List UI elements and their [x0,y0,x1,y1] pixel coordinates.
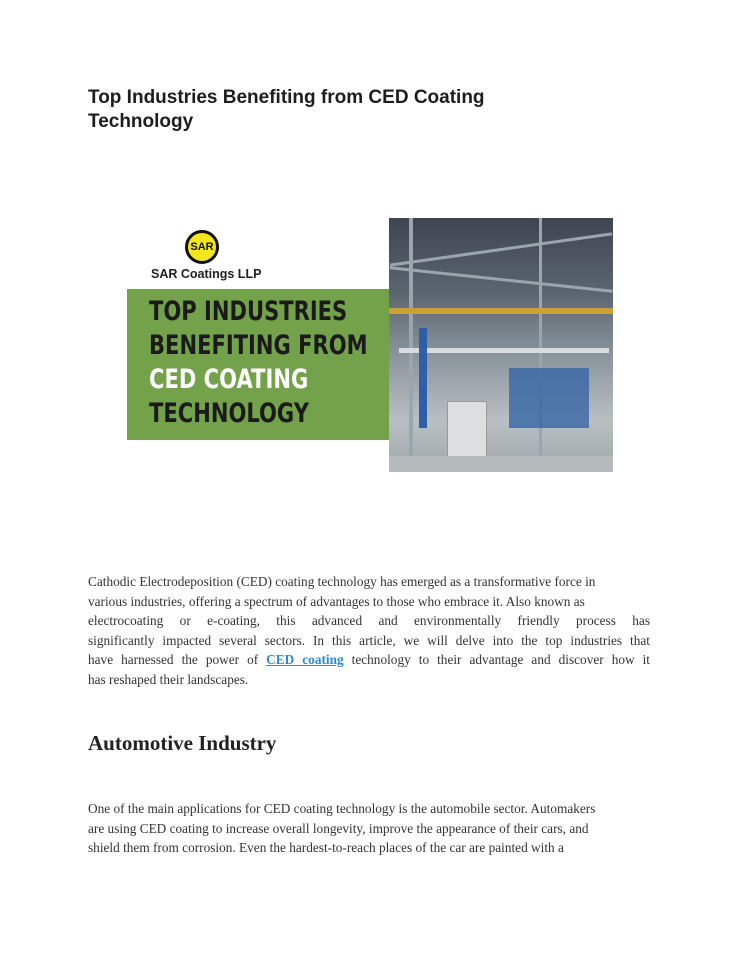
text-line: electrocoating or e-coating, this advanced and environmentally friendly process has [88,613,650,629]
text: technology to their advantage and discover how it [343,652,650,668]
text-line: has reshaped their landscapes. [88,671,249,687]
text-line: Cathodic Electrodeposition (CED) coating technology has emerged as a transformative force in [88,574,596,589]
text-line: are using CED coating to increase overall longevity, improve the appearance of their cars, and [88,820,589,836]
banner-line: CED COATING [149,364,309,395]
sar-logo: SAR [185,230,219,264]
banner-line: TECHNOLOGY [149,398,310,429]
company-name: SAR Coatings LLP [151,267,262,281]
text-line: significantly impacted several sectors. In this article, we will delve into the top industries that [88,632,650,648]
text: have harnessed the power of [88,652,267,668]
page-title: Top Industries Benefiting from CED Coating Technology [88,87,485,132]
automotive-paragraph [88,799,650,858]
text-line: One of the main applications for CED coating technology is the automobile sector. Automakers [88,801,596,816]
ced-coating-link[interactable]: CED coating [266,652,344,668]
text-line: various industries, offering a spectrum of advantages to those who embrace it. Also known as [88,593,585,609]
banner-line: TOP INDUSTRIES [149,296,348,327]
banner-headline-box [127,289,389,440]
text-line [88,650,650,670]
text-line: shield them from corrosion. Even the hardest-to-reach places of the car are painted with a [88,840,564,856]
intro-paragraph [88,572,650,690]
factory-photo [389,218,613,472]
section-heading: Automotive Industry [88,731,277,755]
banner-line: BENEFITING FROM [149,330,368,361]
banner-image [127,218,613,472]
